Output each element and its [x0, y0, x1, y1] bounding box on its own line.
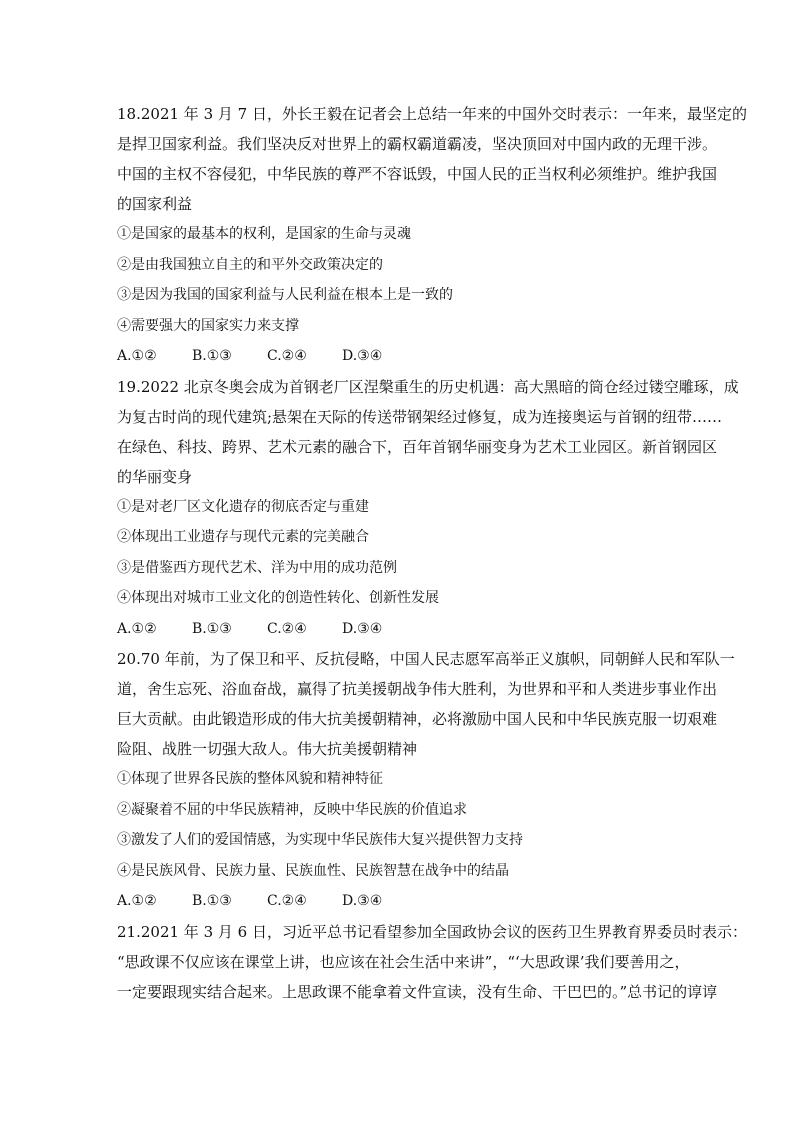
- statement-option: ④需要强大的国家实力来支撑: [117, 317, 299, 334]
- choice-a: A.①②: [117, 620, 157, 637]
- statement-option: ①是国家的最基本的权利，是国家的生命与灵魂: [117, 226, 411, 242]
- choice-c: C.②④: [267, 893, 307, 909]
- statement-option: ④是民族风骨、民族力量、民族血性、民族智慧在战争中的结晶: [117, 862, 509, 879]
- statement-option: ②是由我国独立自主的和平外交政策决定的: [117, 256, 383, 273]
- question-stem-line: “思政课不仅应该在课堂上讲，也应该在社会生活中来讲”，“‘大思政课’我们要善用之，: [117, 952, 690, 971]
- question-21: [117, 917, 747, 1007]
- statement-option: ②体现出工业遗存与现代元素的完美融合: [117, 529, 369, 545]
- choice-a: A.①②: [117, 348, 157, 364]
- choice-d: D.③④: [342, 893, 383, 909]
- exam-page: [117, 99, 747, 1007]
- question-18: [117, 99, 747, 372]
- question-stem-line: 巨大贡献。由此锻造形成的伟大抗美援朝精神，必将激励中国人民和中华民族克服一切艰难: [117, 710, 718, 728]
- question-stem-line: 19.2022 北京冬奥会成为首钢老厂区涅槃重生的历史机遇：高大黑暗的筒仓经过镂空雕琢，成: [117, 377, 739, 396]
- question-20: [117, 644, 735, 917]
- answer-choices: [117, 341, 683, 372]
- statement-option: ④体现出对城市工业文化的创造性转化、创新性发展: [117, 590, 439, 606]
- answer-choices: [117, 614, 683, 645]
- statement-option: ③是因为我国的国家利益与人民利益在根本上是一致的: [117, 287, 453, 303]
- question-stem-line: 是捍卫国家利益。我们坚决反对世界上的霸权霸道霸凌，坚决顶回对中国内政的无理干涉。: [117, 135, 718, 153]
- question-stem-line: 中国的主权不容侵犯，中华民族的尊严不容诋毁，中国人民的正当权利必须维护。维护我国: [117, 165, 718, 183]
- question-stem-line: 为复古时尚的现代建筑;悬架在天际的传送带钢架经过修复，成为连接奥运与首钢的纽带……: [117, 407, 723, 426]
- question-stem-line: 的国家利益: [117, 195, 193, 213]
- choice-b: B.①③: [192, 893, 232, 909]
- question-stem-line: 险阻、战胜一切强大敌人。伟大抗美援朝精神: [117, 740, 418, 758]
- question-stem-line: 20.70 年前，为了保卫和平、反抗侵略，中国人民志愿军高举正义旗帜，同朝鲜人民和军队一: [117, 650, 735, 668]
- statement-option: ①体现了世界各民族的整体风貌和精神特征: [117, 771, 383, 787]
- question-stem-line: 一定要跟现实结合起来。上思政课不能拿着文件宣读，没有生命、干巴巴的。”总书记的谆谆: [117, 982, 718, 1001]
- choice-a: A.①②: [117, 893, 157, 909]
- statement-option: ③是借鉴西方现代艺术、洋为中用的成功范例: [117, 559, 397, 576]
- question-stem-line: 21.2021 年 3 月 6 日，习近平总书记看望参加全国政协会议的医药卫生界教育界委员时表示：: [117, 922, 747, 941]
- choice-c: C.②④: [267, 348, 307, 364]
- choice-b: B.①③: [192, 620, 232, 637]
- choice-d: D.③④: [342, 620, 383, 637]
- question-stem-line: 的华丽变身: [117, 467, 193, 486]
- statement-option: ③激发了人们的爱国情感，为实现中华民族伟大复兴提供智力支持: [117, 832, 523, 848]
- question-19: [117, 372, 739, 645]
- choice-c: C.②④: [267, 620, 307, 637]
- question-stem-line: 道，舍生忘死、浴血奋战，赢得了抗美援朝战争伟大胜利，为世界和平和人类进步事业作出: [117, 680, 718, 698]
- answer-choices: [117, 886, 683, 917]
- statement-option: ①是对老厂区文化遗存的彻底否定与重建: [117, 498, 369, 515]
- question-stem-line: 18.2021 年 3 月 7 日，外长王毅在记者会上总结一年来的中国外交时表示：一年来，最坚定的: [117, 105, 747, 123]
- question-stem-line: 在绿色、科技、跨界、艺术元素的融合下，百年首钢华丽变身为艺术工业园区。新首钢园区: [117, 437, 718, 456]
- statement-option: ②凝聚着不屈的中华民族精神，反映中华民族的价值追求: [117, 801, 467, 818]
- choice-d: D.③④: [342, 348, 383, 364]
- choice-b: B.①③: [192, 348, 232, 364]
